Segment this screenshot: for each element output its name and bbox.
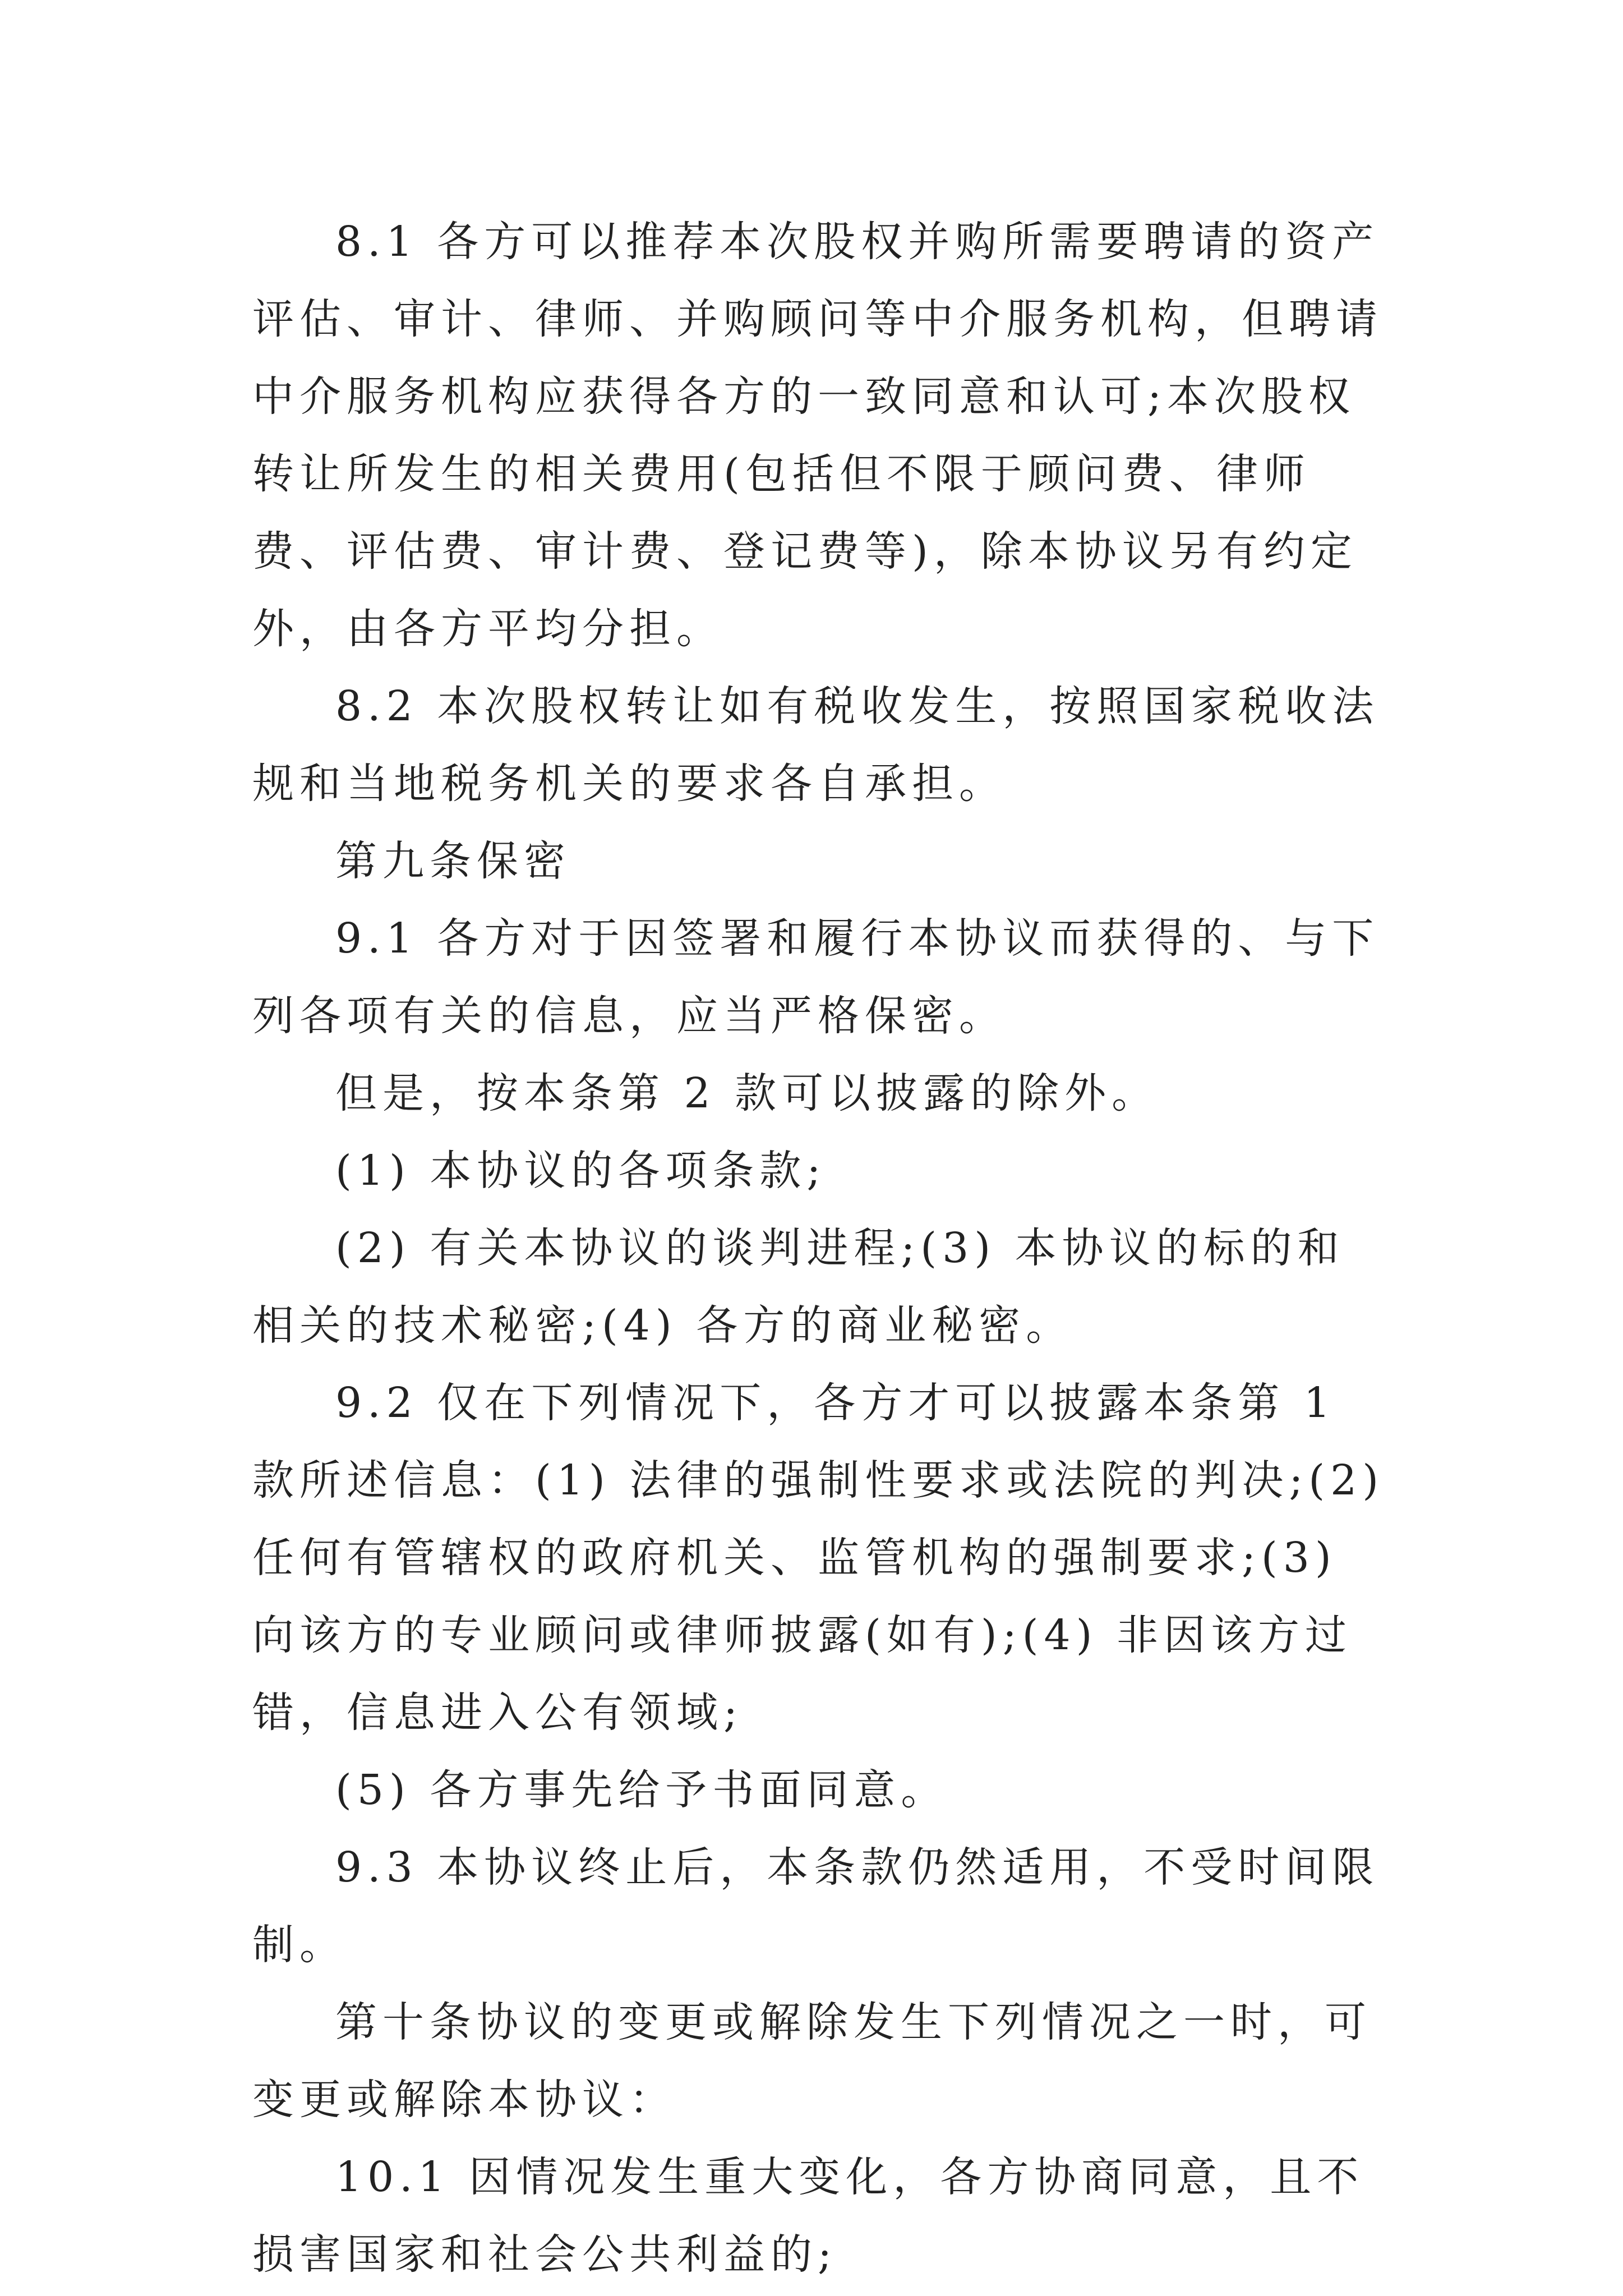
clause-9-2: 9.2 仅在下列情况下，各方才可以披露本条第 1 款所述信息：(1) 法律的强制性要求或法院的判决;(2) 任何有管辖权的政府机关、监管机构的强制要求;(3) 向该方的专业顾问或律师披露(如有);(4) 非因该方过错，信息进入公有领域; [252, 1379, 1403, 1737]
clause-10-1: 10.1 因情况发生重大变化，各方协商同意，且不损害国家和社会公共利益的; [252, 2153, 1364, 2279]
article-10-heading: 第十条协议的变更或解除发生下列情况之一时，可变更或解除本协议： [252, 1998, 1372, 2124]
document-body [252, 203, 1403, 2293]
clause-9-1-items-2-4: (2) 有关本协议的谈判进程;(3) 本协议的标的和相关的技术秘密;(4) 各方的商业秘密。 [252, 1224, 1345, 1350]
article-9-heading: 第九条保密 [335, 837, 571, 885]
clause-9-1: 9.1 各方对于因签署和履行本协议而获得的、与下列各项有关的信息，应当严格保密。 [252, 914, 1380, 1040]
clause-9-2-item-5: (5) 各方事先给予书面同意。 [335, 1766, 948, 1814]
clause-9-1-item-1: (1) 本协议的各项条款; [335, 1147, 827, 1195]
clause-8-2: 8.2 本次股权转让如有税收发生，按照国家税收法规和当地税务机关的要求各自承担。 [252, 682, 1380, 808]
clause-8-1: 8.1 各方可以推荐本次股权并购所需要聘请的资产评估、审计、律师、并购顾问等中介服务机构，但聘请中介服务机构应获得各方的一致同意和认可;本次股权转让所发生的相关费用(包括但不限于顾问费、律师费、评估费、审计费、登记费等)，除本协议另有约定外，由各方平均分担。 [252, 218, 1383, 653]
clause-9-1-exception: 但是，按本条第 2 款可以披露的除外。 [335, 1069, 1159, 1117]
clause-9-3: 9.3 本协议终止后，本条款仍然适用，不受时间限制。 [252, 1843, 1380, 1969]
